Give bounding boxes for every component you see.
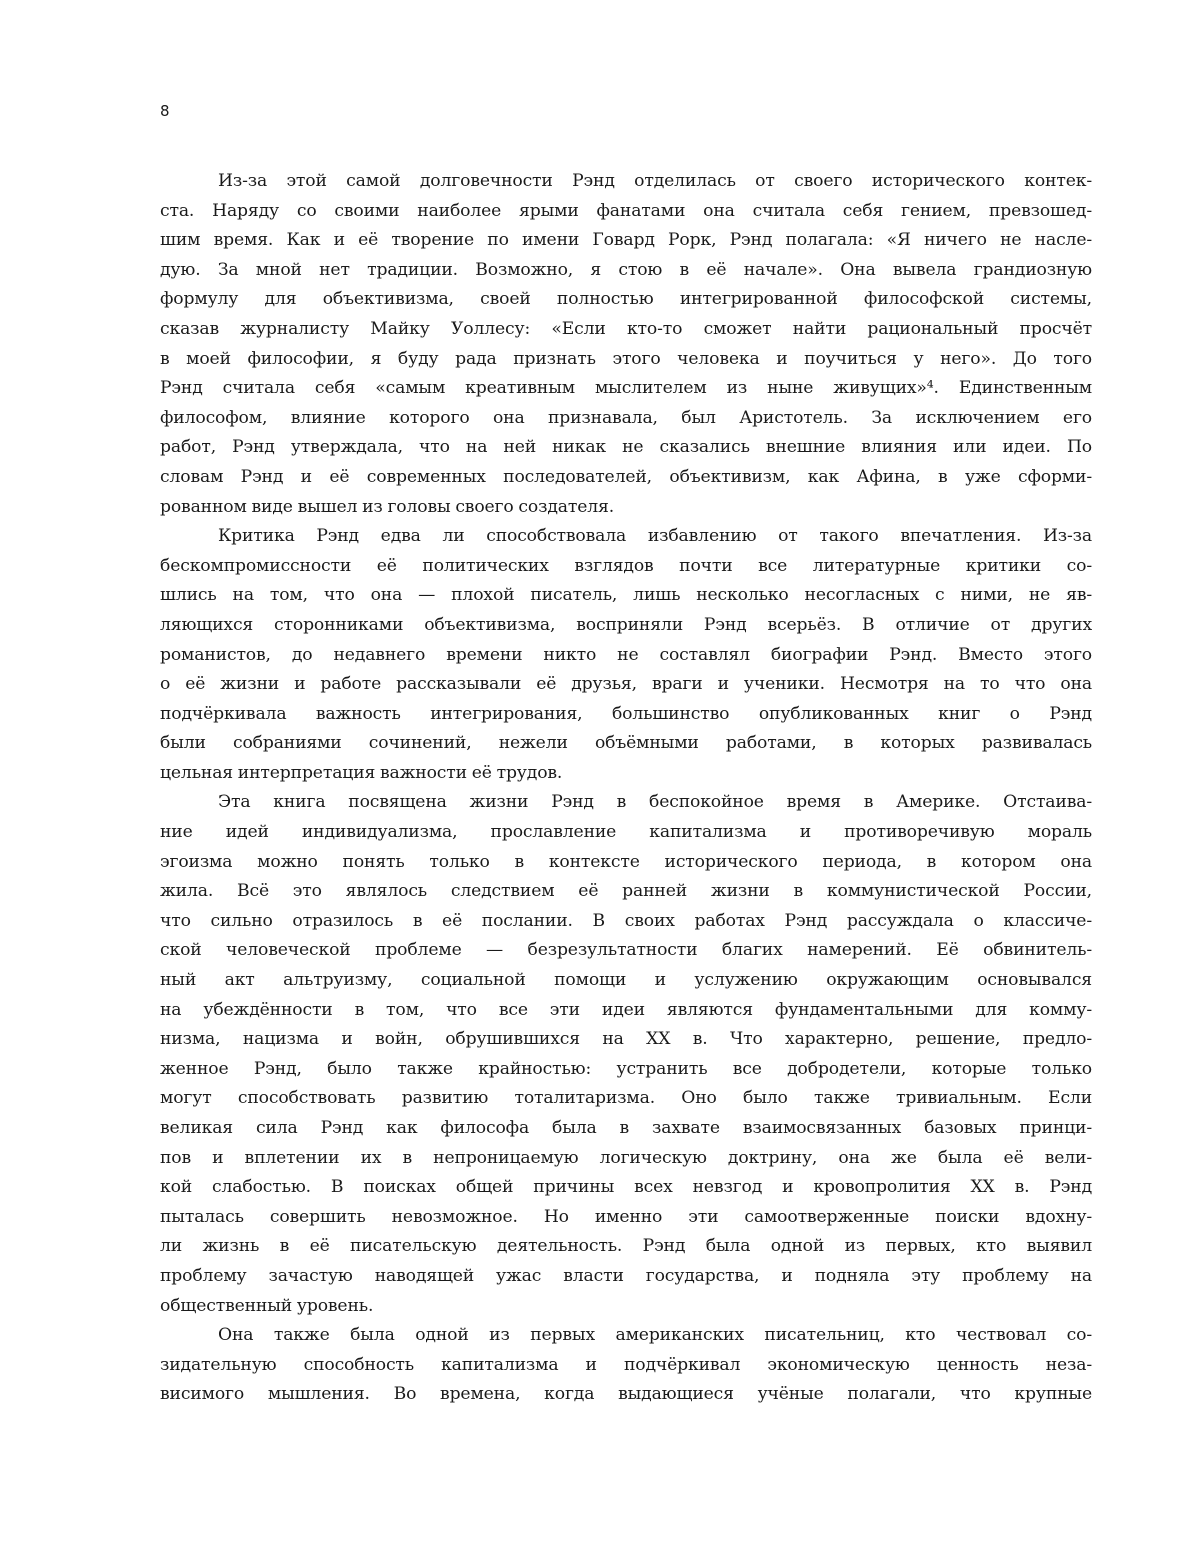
text-line: кой слабостью. В поисках общей причины всех невзгод и кровопролития XX в. Рэнд: [160, 1177, 1092, 1198]
text-line: ской человеческой проблеме — безрезультатности благих намерений. Её обвинитель-: [160, 940, 1092, 961]
text-line: словам Рэнд и её современных последователей, объективизм, как Афина, в уже сформи-: [160, 466, 1092, 487]
text-line: философом, влияние которого она признавала, был Аристотель. За исключением его: [160, 407, 1092, 428]
text-line: зидательную способность капитализма и подчёркивал экономическую ценность неза-: [160, 1354, 1092, 1375]
text-line: цельная интерпретация важности её трудов.: [160, 762, 563, 783]
text-line: дую. За мной нет традиции. Возможно, я стою в её начале». Она вывела грандиозную: [160, 259, 1092, 280]
text-line: Она также была одной из первых американских писательниц, кто чествовал со-: [218, 1325, 1092, 1346]
body-text: [160, 167, 1092, 1410]
text-line: эгоизма можно понять только в контексте исторического периода, в котором она: [160, 851, 1092, 872]
text-line: шлись на том, что она — плохой писатель, лишь несколько несогласных с ними, не яв-: [160, 585, 1092, 606]
text-line: романистов, до недавнего времени никто не составлял биографии Рэнд. Вместо этого: [160, 644, 1092, 665]
text-line: на убеждённости в том, что все эти идеи являются фундаментальными для комму-: [160, 999, 1092, 1020]
text-line: могут способствовать развитию тоталитаризма. Оно было также тривиальным. Если: [160, 1088, 1092, 1109]
text-line: жила. Всё это являлось следствием её ранней жизни в коммунистической России,: [160, 881, 1092, 902]
text-line: что сильно отразилось в её послании. В своих работах Рэнд рассуждала о классиче-: [160, 910, 1092, 931]
paragraph: [160, 167, 1092, 522]
text-line: пыталась совершить невозможное. Но именно эти самоотверженные поиски вдохну-: [160, 1206, 1092, 1227]
text-line: ли жизнь в её писательскую деятельность. Рэнд была одной из первых, кто выявил: [160, 1236, 1092, 1257]
text-line: были собраниями сочинений, нежели объёмными работами, в которых развивалась: [160, 733, 1092, 754]
paragraph: [160, 522, 1092, 788]
text-line: пов и вплетении их в непроницаемую логическую доктрину, она же была её вели-: [160, 1147, 1092, 1168]
paragraph: [160, 788, 1092, 1321]
text-line: Эта книга посвящена жизни Рэнд в беспокойное время в Америке. Отстаива-: [218, 792, 1092, 813]
text-line: Критика Рэнд едва ли способствовала избавлению от такого впечатления. Из-за: [218, 526, 1092, 547]
text-line: ляющихся сторонниками объективизма, восприняли Рэнд всерьёз. В отличие от других: [160, 614, 1092, 635]
text-line: рованном виде вышел из головы своего создателя.: [160, 496, 615, 517]
text-line: ста. Наряду со своими наиболее ярыми фанатами она считала себя гением, превзошед-: [160, 200, 1092, 221]
text-line: женное Рэнд, было также крайностью: устранить все добродетели, которые только: [160, 1058, 1092, 1079]
paragraph: [160, 1321, 1092, 1410]
text-line: сказав журналисту Майку Уоллесу: «Если кто-то сможет найти рациональный просчёт: [160, 318, 1092, 339]
text-line: работ, Рэнд утверждала, что на ней никак не сказались внешние влияния или идеи. По: [160, 437, 1092, 458]
text-line: низма, нацизма и войн, обрушившихся на XX в. Что характерно, решение, предло-: [160, 1029, 1092, 1050]
text-line: ние идей индивидуализма, прославление капитализма и противоречивую мораль: [160, 822, 1092, 843]
text-line: Рэнд считала себя «самым креативным мыслителем из ныне живущих»⁴. Единственным: [160, 378, 1092, 399]
text-line: шим время. Как и её творение по имени Говард Рорк, Рэнд полагала: «Я ничего не насле-: [160, 230, 1092, 251]
text-line: проблему зачастую наводящей ужас власти государства, и подняла эту проблему на: [160, 1265, 1092, 1286]
text-line: о её жизни и работе рассказывали её друзья, враги и ученики. Несмотря на то что она: [160, 674, 1092, 695]
text-line: Из-за этой самой долговечности Рэнд отделилась от своего исторического контек-: [218, 171, 1092, 191]
text-line: великая сила Рэнд как философа была в захвате взаимосвязанных базовых принци-: [160, 1118, 1092, 1138]
text-line: общественный уровень.: [160, 1295, 374, 1316]
text-line: ный акт альтруизму, социальной помощи и услужению окружающим основывался: [160, 970, 1092, 991]
page-number: 8: [160, 102, 170, 120]
text-line: формулу для объективизма, своей полностью интегрированной философской системы,: [160, 289, 1092, 310]
text-line: висимого мышления. Во времена, когда выдающиеся учёные полагали, что крупные: [160, 1384, 1092, 1405]
text-line: в моей философии, я буду рада признать этого человека и поучиться у него». До того: [160, 348, 1092, 369]
text-line: подчёркивала важность интегрирования, большинство опубликованных книг о Рэнд: [160, 703, 1092, 724]
text-line: бескомпромиссности её политических взглядов почти все литературные критики со-: [160, 555, 1092, 576]
